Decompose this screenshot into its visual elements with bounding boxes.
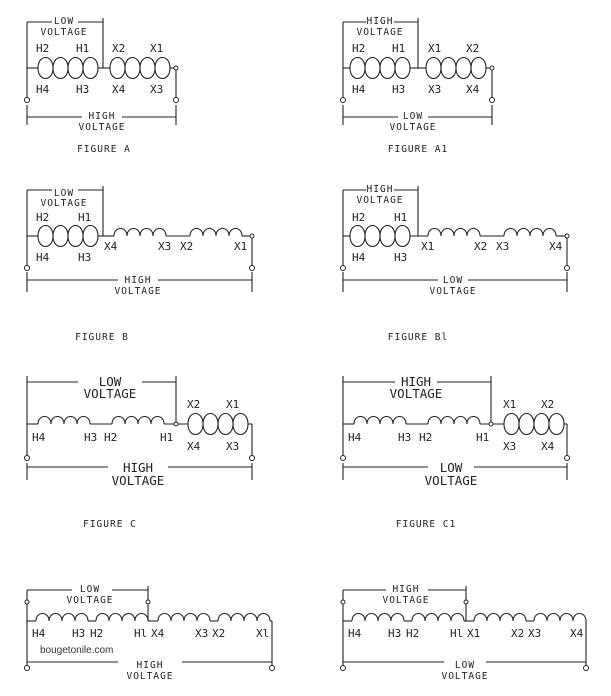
fig-b1-label: H3 xyxy=(394,251,408,264)
fig-c1-label: X4 xyxy=(541,440,555,453)
fig-c-label: X3 xyxy=(226,440,240,453)
fig-a1-bottom-label-2: VOLTAGE xyxy=(389,122,437,133)
fig-d1-bottom-label-1: LOW xyxy=(454,660,476,671)
fig-a-top-label-1: LOW xyxy=(53,16,75,27)
figure-d xyxy=(25,584,275,682)
fig-b-label: H1 xyxy=(78,211,92,224)
fig-a1-label: X2 xyxy=(466,42,480,55)
fig-b1-label: H2 xyxy=(352,211,366,224)
fig-b-label: X2 xyxy=(180,240,194,253)
fig-d-label: X4 xyxy=(151,627,165,640)
fig-b-label: H2 xyxy=(36,211,50,224)
fig-c-label: X4 xyxy=(187,440,201,453)
fig-d1-top-label-2: VOLTAGE xyxy=(382,595,430,606)
fig-b-top-label-1: LOW xyxy=(53,188,75,199)
fig-d1-label: X1 xyxy=(467,627,481,640)
fig-b-label: X4 xyxy=(104,240,118,253)
fig-a1-label: H4 xyxy=(352,83,366,96)
fig-a1-label: H2 xyxy=(352,42,366,55)
figure-b1 xyxy=(341,184,570,343)
fig-c1-top-label-1: HIGH xyxy=(400,374,432,389)
fig-a1-label: H1 xyxy=(392,42,406,55)
figure-d1 xyxy=(341,584,589,682)
fig-d-label: H4 xyxy=(32,627,46,640)
fig-a-label: H2 xyxy=(36,42,50,55)
fig-a1-top-label-1: HIGH xyxy=(366,16,394,27)
fig-b1-label: H4 xyxy=(352,251,366,264)
fig-d1-label: X4 xyxy=(570,627,584,640)
fig-b-label: H3 xyxy=(78,251,92,264)
fig-d-label: X2 xyxy=(212,627,226,640)
fig-d1-label: Hl xyxy=(450,627,464,640)
fig-a-label: X2 xyxy=(112,42,126,55)
fig-c-top-label-2: VOLTAGE xyxy=(83,386,137,401)
fig-b1-label: X2 xyxy=(474,240,488,253)
fig-c1-caption: FIGURE C1 xyxy=(395,519,457,530)
fig-c-label: H2 xyxy=(104,431,118,444)
fig-a-caption: FIGURE A xyxy=(77,144,131,155)
fig-a1-label: X4 xyxy=(466,83,480,96)
fig-b1-caption: FIGURE Bl xyxy=(387,332,449,343)
fig-c-label: X1 xyxy=(226,398,240,411)
fig-a1-caption: FIGURE A1 xyxy=(387,144,449,155)
fig-d-top-label-1: LOW xyxy=(79,584,101,595)
fig-c-bottom-label-2: VOLTAGE xyxy=(111,473,165,488)
fig-c1-label: H1 xyxy=(476,431,490,444)
fig-b1-label: X3 xyxy=(496,240,510,253)
fig-b-bottom-label-1: HIGH xyxy=(124,275,152,286)
fig-b-bottom-label-2: VOLTAGE xyxy=(114,286,162,297)
fig-d-top-label-2: VOLTAGE xyxy=(66,595,114,606)
fig-c1-label: X2 xyxy=(541,398,555,411)
fig-b1-top-label-2: VOLTAGE xyxy=(356,195,404,206)
fig-c1-top-label-2: VOLTAGE xyxy=(389,386,443,401)
fig-a-label: X1 xyxy=(150,42,164,55)
fig-d1-label: H3 xyxy=(388,627,402,640)
fig-c-bottom-label-1: HIGH xyxy=(122,460,154,475)
fig-b1-label: X4 xyxy=(549,240,563,253)
fig-b-label: X1 xyxy=(234,240,248,253)
fig-b1-bottom-label-1: LOW xyxy=(442,275,464,286)
fig-a-label: H4 xyxy=(36,83,50,96)
fig-d-bottom-label-1: HIGH xyxy=(136,660,164,671)
fig-b-label: H4 xyxy=(36,251,50,264)
fig-a-label: X4 xyxy=(112,83,126,96)
fig-c1-label: H4 xyxy=(348,431,362,444)
fig-b1-label: X1 xyxy=(421,240,435,253)
fig-d1-top-label-1: HIGH xyxy=(392,584,420,595)
figure-c xyxy=(25,374,255,530)
fig-d1-label: H4 xyxy=(348,627,362,640)
fig-c1-label: H3 xyxy=(398,431,412,444)
fig-a1-bottom-label-1: LOW xyxy=(402,111,424,122)
fig-a1-label: X1 xyxy=(428,42,442,55)
fig-c1-label: X1 xyxy=(503,398,517,411)
fig-b1-label: H1 xyxy=(394,211,408,224)
fig-c1-label: H2 xyxy=(419,431,433,444)
fig-a-bottom-label-1: HIGH xyxy=(88,111,116,122)
fig-c-caption: FIGURE C xyxy=(83,519,137,530)
fig-d1-label: X2 xyxy=(511,627,525,640)
fig-b-label: X3 xyxy=(158,240,172,253)
fig-a-label: X3 xyxy=(150,83,164,96)
fig-a-label: H1 xyxy=(76,42,90,55)
fig-c1-bottom-label-2: VOLTAGE xyxy=(424,473,478,488)
fig-d-bottom-label-2: VOLTAGE xyxy=(126,671,174,682)
fig-d1-label: H2 xyxy=(406,627,420,640)
fig-c1-label: X3 xyxy=(503,440,517,453)
fig-a1-label: H3 xyxy=(392,83,406,96)
fig-d-label: Xl xyxy=(256,627,270,640)
figure-c1 xyxy=(341,374,570,530)
fig-a-top-label-2: VOLTAGE xyxy=(40,27,88,38)
fig-b-caption: FIGURE B xyxy=(75,332,129,343)
figure-a xyxy=(25,16,179,155)
fig-c-label: X2 xyxy=(187,398,201,411)
fig-c-label: H3 xyxy=(84,431,98,444)
fig-c-label: H4 xyxy=(32,431,46,444)
figure-a1 xyxy=(341,16,495,155)
fig-a-label: H3 xyxy=(76,83,90,96)
fig-c-label: H1 xyxy=(160,431,174,444)
fig-d1-label: X3 xyxy=(528,627,542,640)
fig-c-top-label-1: LOW xyxy=(98,374,122,389)
fig-b-top-label-2: VOLTAGE xyxy=(40,198,88,209)
fig-b1-top-label-1: HIGH xyxy=(366,184,394,195)
watermark: bougetonile.com xyxy=(40,645,114,656)
fig-d-label: H2 xyxy=(90,627,104,640)
fig-d-label: X3 xyxy=(195,627,209,640)
fig-d-label: Hl xyxy=(134,627,148,640)
fig-a1-top-label-2: VOLTAGE xyxy=(356,27,404,38)
fig-a-bottom-label-2: VOLTAGE xyxy=(78,122,126,133)
fig-c1-bottom-label-1: LOW xyxy=(439,460,463,475)
figure-b xyxy=(25,186,255,343)
fig-d-label: H3 xyxy=(72,627,86,640)
fig-d1-bottom-label-2: VOLTAGE xyxy=(441,671,489,682)
fig-b1-bottom-label-2: VOLTAGE xyxy=(429,286,477,297)
fig-a1-label: X3 xyxy=(428,83,442,96)
